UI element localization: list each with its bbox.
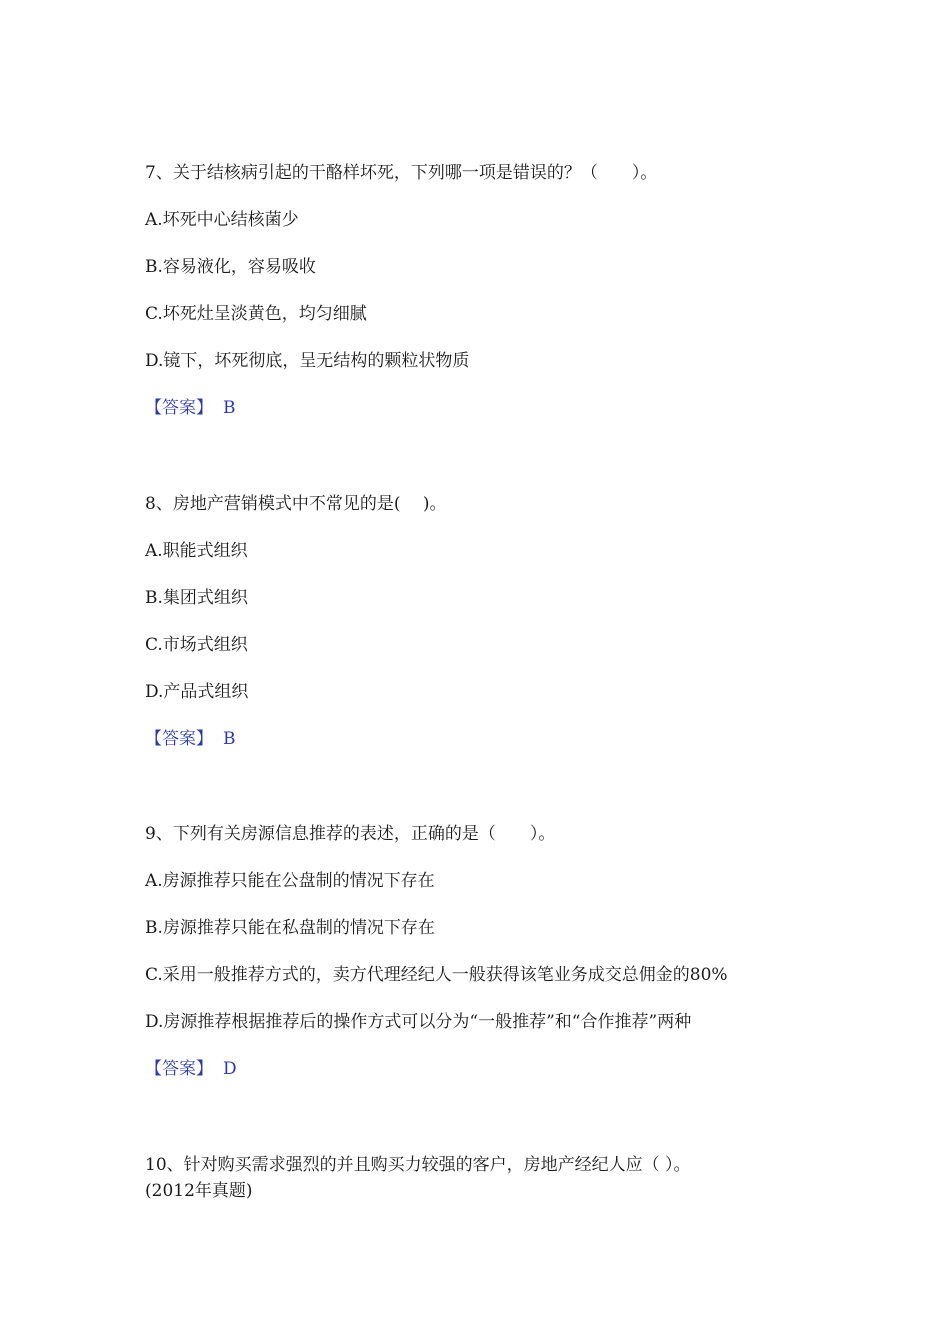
- question-7-option-c: C.坏死灶呈淡黄色，均匀细腻: [145, 304, 367, 324]
- answer-label: 【答案】: [145, 729, 213, 749]
- answer-value: B: [223, 729, 236, 749]
- question-8-option-b: B.集团式组织: [145, 588, 248, 608]
- question-9-option-d: D.房源推荐根据推荐后的操作方式可以分为“一般推荐”和“合作推荐”两种: [145, 1012, 692, 1032]
- question-9-option-b: B.房源推荐只能在私盘制的情况下存在: [145, 918, 435, 938]
- question-7-option-a: A.坏死中心结核菌少: [145, 210, 299, 230]
- question-8-answer: [145, 728, 236, 750]
- question-7-option-b: B.容易液化，容易吸收: [145, 257, 316, 277]
- question-8-option-a: A.职能式组织: [145, 541, 248, 561]
- question-8-option-c: C.市场式组织: [145, 635, 248, 655]
- question-10-stem-line2: (2012年真题): [145, 1181, 253, 1201]
- question-8-option-d: D.产品式组织: [145, 682, 249, 702]
- answer-value: D: [223, 1059, 237, 1079]
- question-8-stem: 8、房地产营销模式中不常见的是( )。: [145, 494, 447, 514]
- question-9-option-c: C.采用一般推荐方式的，卖方代理经纪人一般获得该笔业务成交总佣金的80%: [145, 965, 728, 985]
- question-9-answer: [145, 1058, 237, 1080]
- question-7-stem: 7、关于结核病引起的干酪样坏死，下列哪一项是错误的？（ ）。: [145, 163, 658, 183]
- answer-label: 【答案】: [145, 1059, 213, 1079]
- answer-label: 【答案】: [145, 398, 213, 418]
- question-9-stem: 9、下列有关房源信息推荐的表述，正确的是（ ）。: [145, 824, 556, 844]
- question-10-stem: 10、针对购买需求强烈的并且购买力较强的客户，房地产经纪人应（ ）。: [145, 1155, 691, 1175]
- question-7-option-d: D.镜下，坏死彻底，呈无结构的颗粒状物质: [145, 351, 470, 371]
- answer-value: B: [223, 398, 236, 418]
- question-9-option-a: A.房源推荐只能在公盘制的情况下存在: [145, 871, 435, 891]
- question-7-answer: [145, 397, 236, 419]
